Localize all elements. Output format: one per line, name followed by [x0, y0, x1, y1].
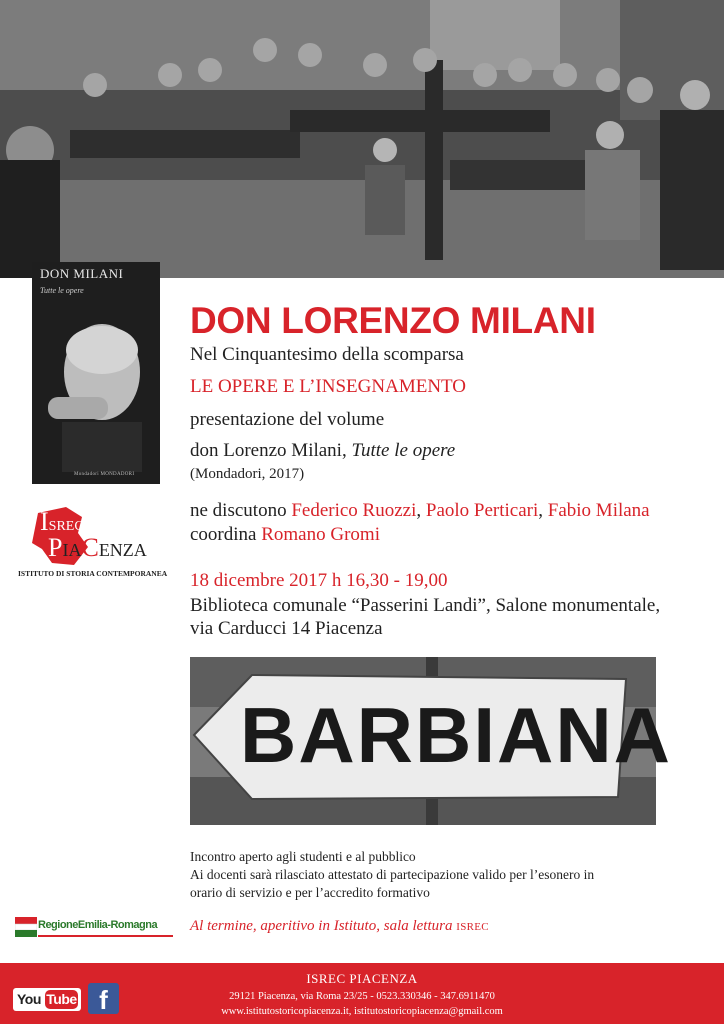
piacenza-letters-enza: ENZA: [98, 540, 147, 560]
moderator-name: Romano Gromi: [261, 524, 380, 545]
moderator-label: coordina: [190, 524, 262, 545]
volume-author: don Lorenzo Milani,: [190, 440, 352, 461]
notes-line-2: Ai docenti sarà rilasciato attestato di partecipazione valido per l’esonero in: [190, 867, 595, 882]
book-portrait: [32, 302, 160, 472]
event-theme: LE OPERE E L’INSEGNAMENTO: [190, 376, 467, 397]
notes-line-3: orario di servizio e per l’accredito formativo: [190, 885, 430, 900]
discussant-name: Federico Ruozzi: [291, 500, 417, 521]
event-subtitle: Nel Cinquantesimo della scomparsa: [190, 344, 464, 365]
piacenza-letters-ia: IA: [62, 540, 82, 560]
venue-line-2: via Carducci 14 Piacenza: [190, 618, 383, 639]
youtube-tube-text: Tube: [46, 991, 77, 1007]
youtube-you-text: You: [17, 991, 41, 1007]
piacenza-letter-c: C: [81, 533, 99, 562]
aperitivo-org: ISREC: [456, 921, 489, 933]
facebook-icon[interactable]: f: [88, 983, 119, 1014]
discussant-name: Fabio Milana: [547, 500, 650, 521]
piacenza-letters: [48, 533, 147, 563]
regione-flag-icon: [15, 917, 37, 937]
book-cover: [32, 262, 160, 484]
discussant-separator: ,: [538, 500, 548, 521]
discussants-label: ne discutono: [190, 500, 292, 521]
venue-line-1: Biblioteca comunale “Passerini Landi”, Salone monumentale,: [190, 595, 661, 616]
presentation-label: presentazione del volume: [190, 409, 385, 430]
barbiana-sign-text: BARBIANA: [240, 691, 672, 779]
volume-title: Tutte le opere: [351, 440, 456, 461]
isrec-letters-srec: SREC: [48, 519, 84, 534]
moderator-line: [190, 524, 380, 546]
volume-line: [190, 440, 455, 462]
classroom-photo: [0, 0, 724, 278]
youtube-button[interactable]: [13, 988, 81, 1011]
discussants-line: [190, 500, 650, 522]
book-publisher: Mondadori MONDADORI: [74, 472, 135, 477]
aperitivo-note: [190, 918, 489, 935]
piacenza-letter-p: P: [48, 533, 63, 562]
footer-web[interactable]: www.istitutostoricopiacenza.it, istitutostoricopiacenza@gmail.com: [221, 1006, 503, 1017]
discussant-separator: ,: [416, 500, 426, 521]
footer-org: ISREC PIACENZA: [306, 971, 418, 986]
book-author: DON MILANI: [40, 266, 124, 281]
event-datetime: 18 dicembre 2017 h 16,30 - 19,00: [190, 570, 448, 591]
aperitivo-text: Al termine, aperitivo in Istituto, sala lettura: [190, 918, 457, 934]
footer-address: 29121 Piacenza, via Roma 23/25 - 0523.330346 - 347.6911470: [229, 991, 495, 1002]
volume-edition: (Mondadori, 2017): [190, 466, 305, 482]
notes-line-1: Incontro aperto agli studenti e al pubblico: [190, 849, 416, 864]
book-title: Tutte le opere: [40, 286, 84, 295]
isrec-caption: ISTITUTO DI STORIA CONTEMPORANEA: [18, 569, 168, 578]
discussant-name: Paolo Perticari: [425, 500, 539, 521]
regione-name: RegioneEmilia-Romagna: [38, 919, 158, 931]
regione-underline: [38, 935, 173, 937]
event-title: DON LORENZO MILANI: [190, 300, 596, 341]
isrec-letter-i: I: [40, 507, 49, 536]
